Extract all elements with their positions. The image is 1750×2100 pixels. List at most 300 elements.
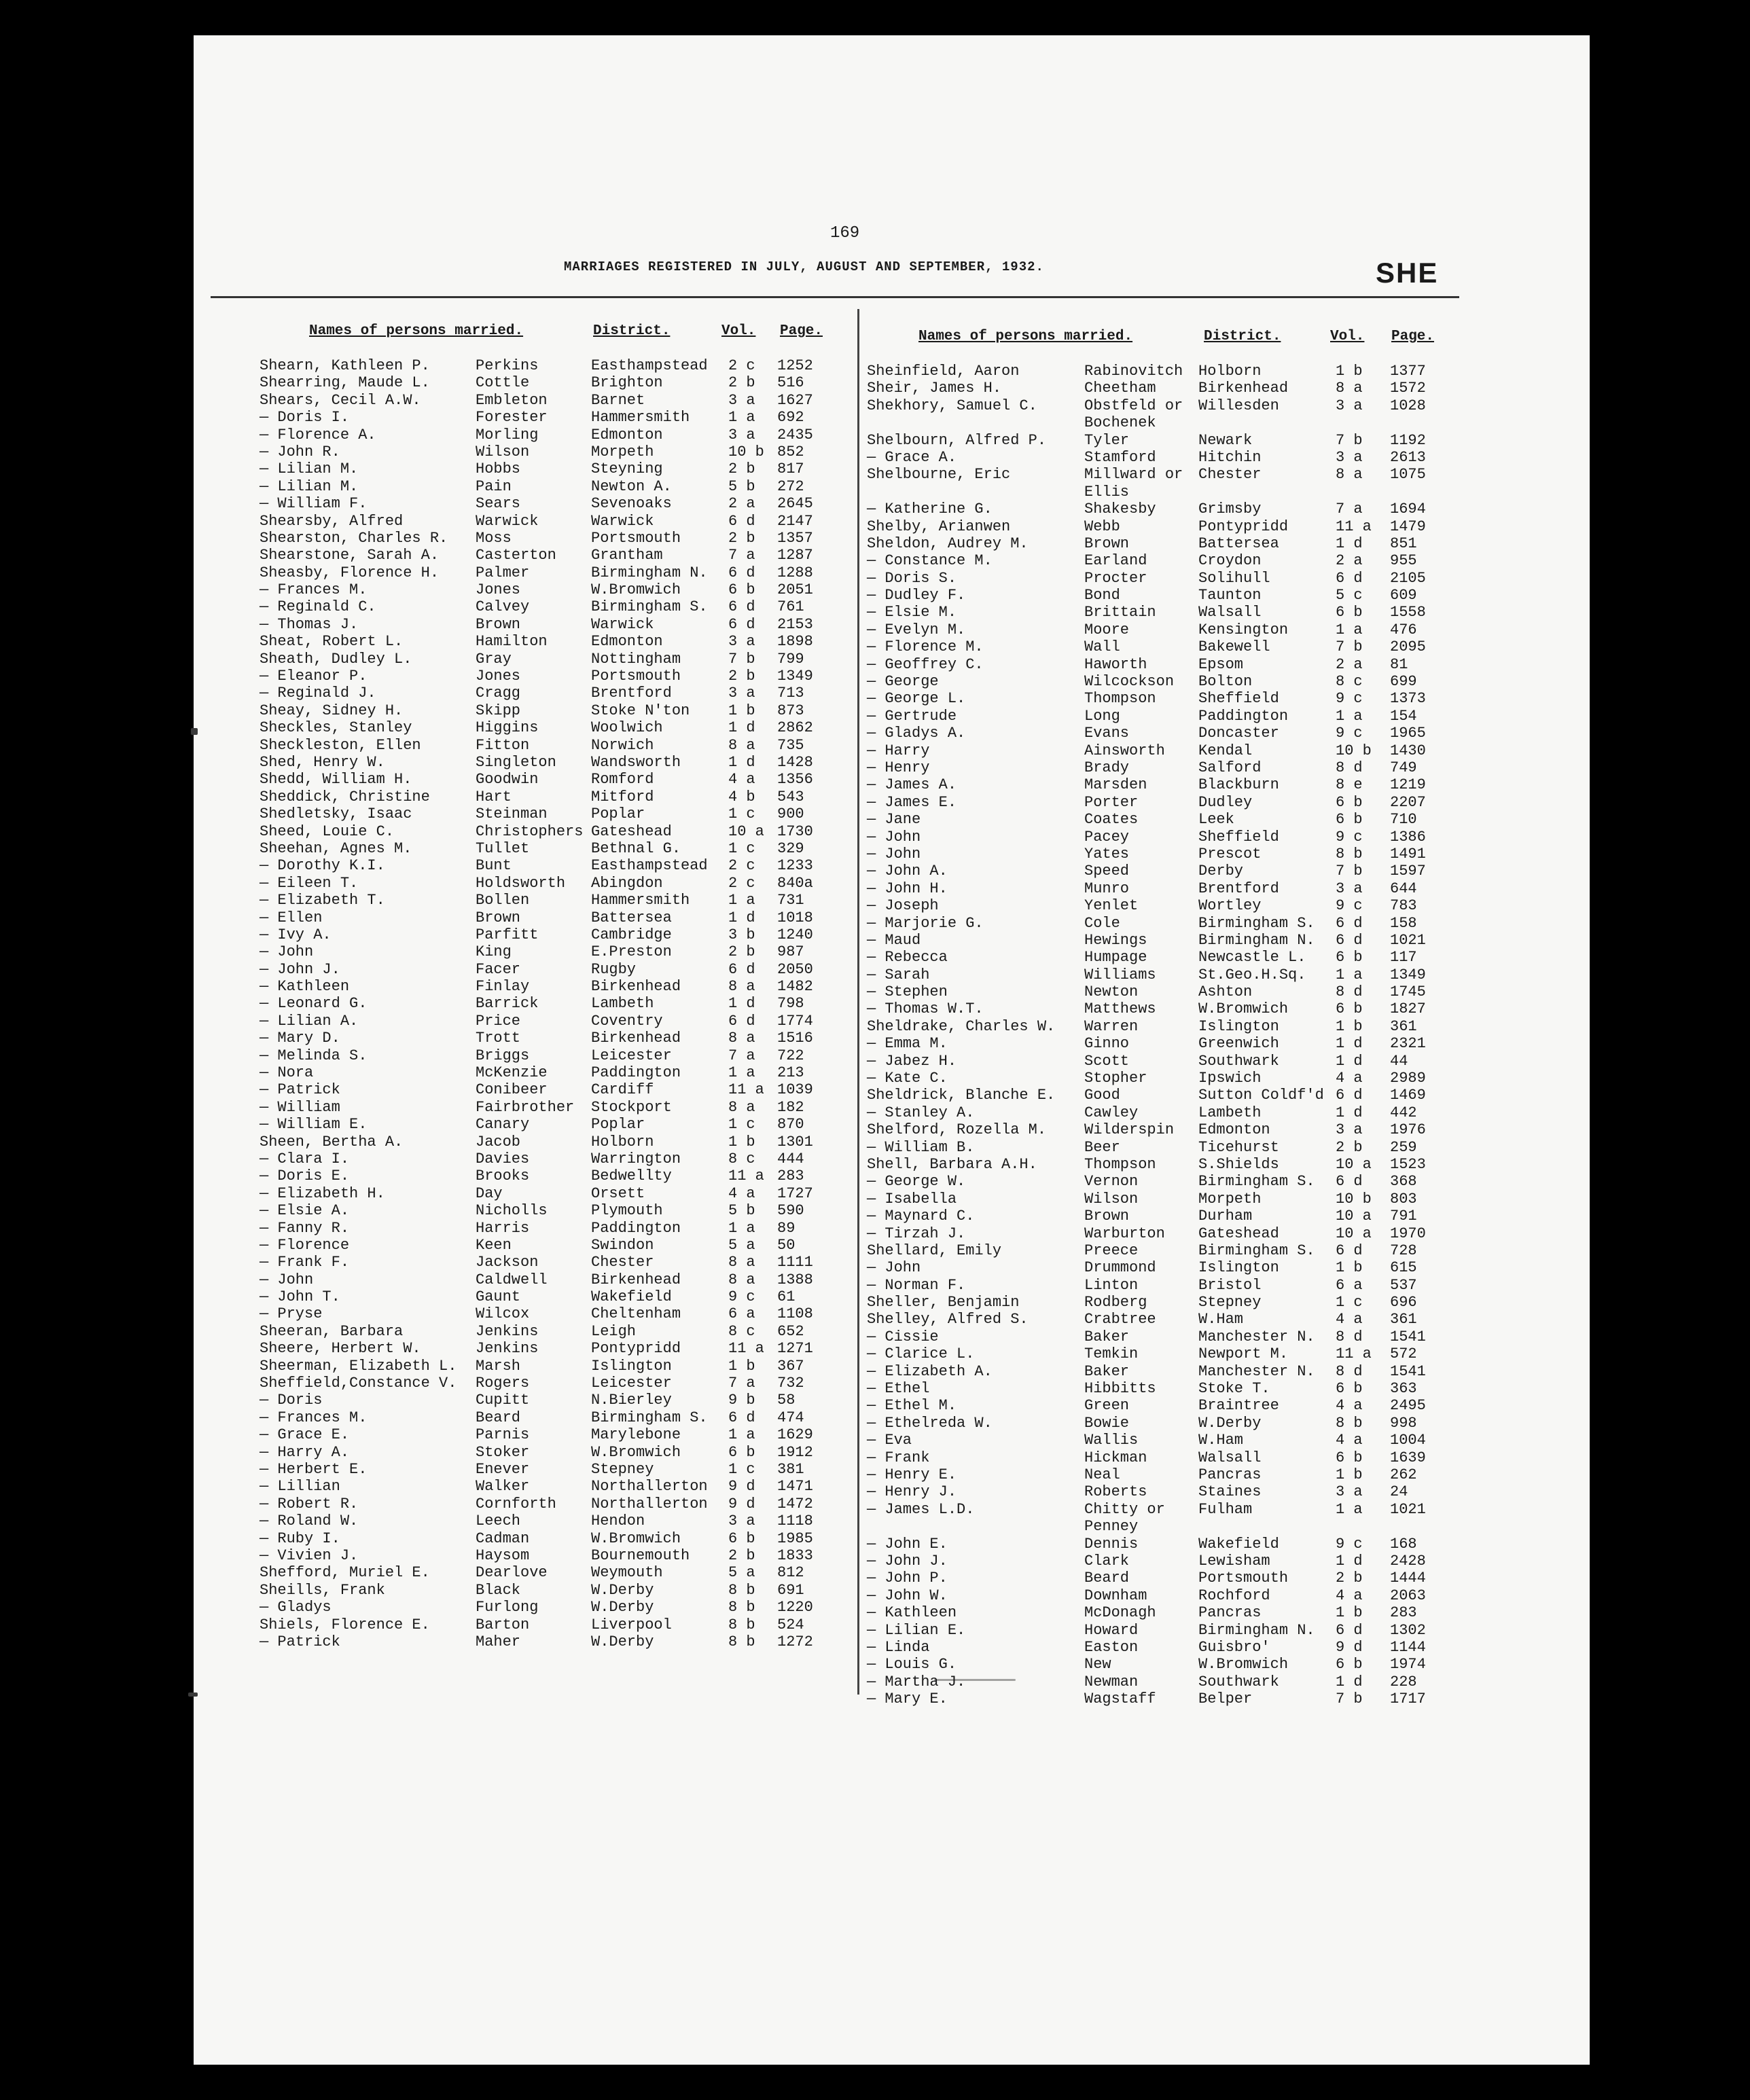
entry-spouse: Stopher — [1084, 1070, 1147, 1087]
entry-vol: 1 a — [728, 1064, 755, 1082]
entry-page: 516 — [777, 374, 804, 392]
table-row — [867, 518, 1465, 535]
entry-page: 1357 — [777, 529, 813, 547]
entry-district: Swindon — [591, 1236, 654, 1254]
entry-name: — James A. — [867, 776, 957, 794]
entry-vol: 8 a — [1336, 466, 1363, 484]
entry-spouse: Hewings — [1084, 931, 1147, 949]
entry-vol: 8 d — [1336, 983, 1363, 1001]
entry-spouse: Sears — [476, 495, 521, 513]
entry-page: 644 — [1390, 880, 1417, 897]
entry-spouse: Newman — [1084, 1673, 1139, 1690]
entry-spouse: Preece — [1084, 1242, 1139, 1259]
table-row — [867, 1208, 1465, 1225]
entry-spouse: Higgins — [476, 719, 539, 737]
entry-spouse: Porter — [1084, 793, 1139, 811]
entry-page: 2063 — [1390, 1587, 1426, 1604]
entry-district: N.Bierley — [591, 1392, 672, 1409]
table-row — [867, 449, 1465, 466]
entry-spouse: Maher — [476, 1633, 521, 1650]
entry-vol: 2 a — [728, 495, 755, 513]
entry-spouse: Enever — [476, 1461, 530, 1478]
entry-district: Edmonton — [591, 633, 663, 651]
entry-name: — Grace A. — [867, 448, 957, 466]
entry-name: Sheffield,Constance V. — [260, 1375, 457, 1392]
table-row — [867, 1345, 1465, 1362]
entry-district: Easthampstead — [591, 857, 708, 875]
entry-district: St.Geo.H.Sq. — [1198, 966, 1306, 983]
entry-district: Gateshead — [1198, 1225, 1279, 1242]
entry-page: 1469 — [1390, 1087, 1426, 1104]
entry-spouse: Long — [1084, 707, 1120, 725]
table-row — [260, 443, 827, 460]
entry-spouse: Keen — [476, 1236, 512, 1254]
entry-spouse: Leech — [476, 1513, 521, 1530]
entry-page: 1976 — [1390, 1121, 1426, 1139]
entry-vol: 1 d — [1336, 535, 1363, 552]
entry-spouse: Jacob — [476, 1133, 521, 1151]
entry-spouse: Calvey — [476, 598, 530, 616]
entry-district: Manchester N. — [1198, 1328, 1315, 1345]
entry-name: Sheere, Herbert W. — [260, 1340, 421, 1358]
table-row — [260, 789, 827, 805]
entry-district: Southwark — [1198, 1052, 1279, 1070]
entry-spouse: Parfitt — [476, 926, 539, 943]
entry-vol: 7 b — [1336, 1690, 1363, 1708]
entry-name: — Roland W. — [260, 1513, 359, 1530]
entry-vol: 1 d — [728, 909, 755, 926]
entry-vol: 8 d — [1336, 759, 1363, 776]
entry-vol: 2 a — [1336, 655, 1363, 673]
entry-page: 1974 — [1390, 1656, 1426, 1673]
entry-spouse: Palmer — [476, 564, 530, 581]
entry-page: 381 — [777, 1461, 804, 1478]
entry-page: 2050 — [777, 960, 813, 978]
entry-vol: 7 a — [1336, 501, 1363, 518]
entry-name: — Martha J. — [867, 1673, 966, 1690]
entry-district: Brentford — [1198, 880, 1279, 897]
entry-name: Shelley, Alfred S. — [867, 1311, 1029, 1328]
entry-spouse: Jenkins — [476, 1340, 539, 1358]
entry-district: W.Bromwich — [591, 1443, 681, 1461]
entry-vol: 11 a — [1336, 1345, 1372, 1363]
entry-district: Ipswich — [1198, 1070, 1262, 1087]
entry-page: 1377 — [1390, 363, 1426, 380]
table-row — [867, 397, 1465, 414]
entry-spouse: Jones — [476, 668, 521, 685]
entry-vol: 8 b — [1336, 1414, 1363, 1432]
entry-vol: 6 d — [1336, 569, 1363, 587]
entry-district: Rochford — [1198, 1587, 1270, 1604]
table-row — [867, 1294, 1465, 1311]
table-row — [867, 1173, 1465, 1190]
entry-district: Belper — [1198, 1690, 1253, 1708]
entry-vol: 1 b — [1336, 1259, 1363, 1277]
table-row — [260, 1202, 827, 1219]
table-row — [867, 1121, 1465, 1138]
entry-spouse: King — [476, 943, 512, 961]
entry-district: Bethnal G. — [591, 839, 681, 857]
entry-vol: 6 b — [1336, 793, 1363, 811]
entry-vol: 1 a — [1336, 707, 1363, 725]
entry-spouse: Trott — [476, 1030, 521, 1047]
entry-spouse: Linton — [1084, 1276, 1139, 1294]
entry-vol: 11 a — [1336, 518, 1372, 535]
entry-spouse: Howard — [1084, 1621, 1139, 1639]
entry-vol: 9 d — [728, 1478, 755, 1496]
entry-vol: 6 a — [1336, 1276, 1363, 1294]
entry-district: S.Shields — [1198, 1155, 1279, 1173]
left-entries — [260, 357, 827, 1650]
entry-name: — Florence M. — [867, 638, 984, 656]
entry-page: 262 — [1390, 1466, 1417, 1483]
table-row — [260, 616, 827, 633]
entry-name: — Norman F. — [867, 1276, 966, 1294]
table-row — [260, 374, 827, 391]
entry-name: — Lilian E. — [867, 1621, 966, 1639]
table-row — [867, 673, 1465, 690]
entry-district: Brighton — [591, 374, 663, 392]
table-row — [867, 708, 1465, 725]
table-row — [867, 432, 1465, 449]
right-entries — [867, 363, 1465, 1707]
entry-vol: 1 a — [1336, 966, 1363, 983]
entry-spouse: Rodberg — [1084, 1294, 1147, 1311]
table-row — [260, 598, 827, 615]
table-row — [867, 1690, 1465, 1707]
table-row — [260, 1288, 827, 1305]
entry-spouse: Stoker — [476, 1443, 530, 1461]
entry-page: 61 — [777, 1288, 796, 1306]
entry-district: Hendon — [591, 1513, 645, 1530]
entry-vol: 10 a — [1336, 1225, 1372, 1242]
entry-spouse: Cottle — [476, 374, 530, 392]
entry-page: 329 — [777, 839, 804, 857]
entry-vol: 6 b — [1336, 949, 1363, 966]
entry-vol: 7 a — [728, 547, 755, 564]
header-rule — [211, 296, 1459, 298]
entry-spouse: Brown — [476, 909, 521, 926]
entry-district: W.Derby — [591, 1599, 654, 1616]
entry-name: — John W. — [867, 1587, 948, 1604]
entry-page: 1558 — [1390, 604, 1426, 621]
entry-vol: 1 b — [1336, 1604, 1363, 1622]
table-row — [260, 1599, 827, 1616]
entry-district: W.Bromwich — [1198, 1656, 1289, 1673]
table-row — [867, 414, 1465, 431]
entry-vol: 5 a — [728, 1564, 755, 1582]
entry-spouse: Evans — [1084, 725, 1130, 742]
entry-vol: 6 d — [728, 1012, 755, 1030]
table-row — [867, 535, 1465, 552]
entry-district: Prescot — [1198, 845, 1262, 863]
table-row — [867, 1242, 1465, 1259]
entry-vol: 2 c — [728, 857, 755, 875]
entry-page: 259 — [1390, 1138, 1417, 1156]
table-row — [260, 478, 827, 495]
entry-vol: 1 d — [1336, 1104, 1363, 1121]
entry-page: 1271 — [777, 1340, 813, 1358]
entry-vol: 6 d — [728, 598, 755, 616]
entry-name: — Doris I. — [260, 409, 350, 427]
entry-vol: 1 c — [728, 1116, 755, 1134]
entry-page: 1898 — [777, 633, 813, 651]
entry-spouse: Stamford — [1084, 448, 1156, 466]
table-row — [867, 759, 1465, 776]
entry-name: Sheldon, Audrey M. — [867, 535, 1029, 552]
entry-district: W.Derby — [591, 1581, 654, 1599]
entry-spouse: Beard — [1084, 1570, 1130, 1587]
entry-spouse: Beard — [476, 1409, 521, 1426]
entry-name: — Gladys — [260, 1599, 332, 1616]
entry-district: Stoke T. — [1198, 1380, 1270, 1398]
entry-vol: 2 b — [728, 1546, 755, 1564]
entry-name: Sheasby, Florence H. — [260, 564, 440, 581]
entry-district: Grimsby — [1198, 501, 1262, 518]
entry-name: — Dorothy K.I. — [260, 857, 385, 875]
index-code: SHE — [1376, 257, 1439, 289]
entry-page: 1004 — [1390, 1432, 1426, 1449]
table-row — [260, 1409, 827, 1426]
entry-name: — George L. — [867, 690, 966, 708]
entry-vol: 8 a — [728, 736, 755, 754]
table-row — [260, 1547, 827, 1564]
entry-vol: 5 a — [728, 1236, 755, 1254]
entry-name: Sheeran, Barbara — [260, 1322, 404, 1340]
entry-spouse: Wilcockson — [1084, 673, 1175, 691]
entry-name: Sheldrake, Charles W. — [867, 1017, 1056, 1035]
table-row — [260, 1081, 827, 1098]
table-row — [867, 690, 1465, 707]
entry-page: 817 — [777, 460, 804, 478]
entry-district: Abingdon — [591, 874, 663, 892]
entry-spouse: Marsh — [476, 1357, 521, 1375]
entry-spouse: Davies — [476, 1150, 530, 1167]
entry-name: — Kate C. — [867, 1070, 948, 1087]
entry-spouse: Temkin — [1084, 1345, 1139, 1363]
entry-vol: 7 a — [728, 1375, 755, 1392]
entry-district: Norwich — [591, 736, 654, 754]
entry-district: Wortley — [1198, 897, 1262, 915]
table-row — [260, 1305, 827, 1322]
entry-page: 1629 — [777, 1426, 813, 1444]
entry-vol: 8 d — [1336, 1328, 1363, 1345]
entry-district: Birmingham S. — [1198, 1173, 1315, 1191]
entry-district: Stoke N'ton — [591, 702, 690, 719]
entry-district: Northallerton — [591, 1495, 708, 1513]
entry-page: 2051 — [777, 581, 813, 599]
entry-vol: 6 b — [1336, 1000, 1363, 1018]
entry-vol: 3 a — [728, 1513, 755, 1530]
entry-district: Barnet — [591, 391, 645, 409]
entry-name: — Ruby I. — [260, 1529, 340, 1547]
entry-district: Easthampstead — [591, 357, 708, 374]
entry-spouse: Brown — [1084, 1208, 1130, 1225]
entry-spouse: Gaunt — [476, 1288, 521, 1306]
entry-name: — Lilian A. — [260, 1012, 359, 1030]
entry-spouse: Yates — [1084, 845, 1130, 863]
entry-name: — Lilian M. — [260, 460, 359, 478]
entry-district: Newport M. — [1198, 1345, 1289, 1363]
entry-spouse: Easton — [1084, 1638, 1139, 1656]
entry-name: Sheller, Benjamin — [867, 1294, 1020, 1311]
table-row — [867, 1656, 1465, 1673]
entry-district: Solihull — [1198, 569, 1270, 587]
entry-district: Bakewell — [1198, 638, 1270, 656]
entry-page: 1639 — [1390, 1449, 1426, 1466]
entry-vol: 4 a — [1336, 1070, 1363, 1087]
entry-vol: 11 a — [728, 1340, 764, 1358]
table-row — [260, 1513, 827, 1529]
column-divider — [857, 309, 859, 1695]
entry-spouse: Hart — [476, 788, 512, 805]
entry-vol: 9 c — [1336, 725, 1363, 742]
table-row — [867, 1225, 1465, 1242]
table-row — [260, 1151, 827, 1167]
table-row — [867, 466, 1465, 483]
entry-vol: 8 b — [1336, 845, 1363, 863]
entry-page: 2321 — [1390, 1035, 1426, 1053]
entry-page: 1717 — [1390, 1690, 1426, 1708]
entry-page: 2153 — [777, 615, 813, 633]
entry-page: 1912 — [777, 1443, 813, 1461]
entry-district: Willesden — [1198, 397, 1279, 414]
entry-page: 798 — [777, 995, 804, 1013]
entry-vol: 8 b — [728, 1581, 755, 1599]
entry-name: — Jane — [867, 811, 921, 829]
entry-name: — Doris — [260, 1392, 323, 1409]
entry-district: Walsall — [1198, 604, 1262, 621]
entry-vol: 4 a — [728, 1184, 755, 1202]
entry-name: — Louis G. — [867, 1656, 957, 1673]
entry-page: 1021 — [1390, 931, 1426, 949]
entry-district: Sheffield — [1198, 828, 1279, 846]
entry-vol: 2 b — [728, 460, 755, 478]
entry-page: 1827 — [1390, 1000, 1426, 1018]
entry-spouse: Cupitt — [476, 1392, 530, 1409]
entry-district: Bournemouth — [591, 1546, 690, 1564]
entry-page: 851 — [1390, 535, 1417, 552]
entry-district: Portsmouth — [1198, 1570, 1289, 1587]
table-row — [867, 932, 1465, 949]
table-row — [260, 857, 827, 874]
entry-spouse: Drummond — [1084, 1259, 1156, 1277]
entry-spouse: Nicholls — [476, 1202, 548, 1220]
entry-spouse: Chitty or — [1084, 1500, 1165, 1518]
entry-page: 1541 — [1390, 1362, 1426, 1380]
table-row — [260, 668, 827, 685]
entry-name: — John H. — [867, 880, 948, 897]
entry-page: 955 — [1390, 552, 1417, 570]
entry-spouse: Rogers — [476, 1375, 530, 1392]
table-row — [260, 1340, 827, 1357]
entry-name: — James E. — [867, 793, 957, 811]
table-row — [867, 1415, 1465, 1432]
entry-spouse: Brown — [1084, 535, 1130, 552]
entry-vol: 6 b — [1336, 811, 1363, 829]
entry-spouse: Brittain — [1084, 604, 1156, 621]
entry-page: 732 — [777, 1375, 804, 1392]
entry-page: 722 — [777, 1047, 804, 1064]
table-row — [260, 633, 827, 650]
table-row — [260, 1013, 827, 1030]
table-row — [867, 552, 1465, 569]
entry-page: 1349 — [1390, 966, 1426, 983]
entry-name: — Doris S. — [867, 569, 957, 587]
entry-spouse: Scott — [1084, 1052, 1130, 1070]
entry-spouse: Brady — [1084, 759, 1130, 776]
table-row — [867, 656, 1465, 673]
table-row — [260, 1616, 827, 1633]
entry-spouse: Jenkins — [476, 1322, 539, 1340]
entry-vol: 1 d — [1336, 1552, 1363, 1570]
entry-spouse: Good — [1084, 1087, 1120, 1104]
entry-name: — Elsie M. — [867, 604, 957, 621]
entry-vol: 6 b — [1336, 1449, 1363, 1466]
entry-vol: 7 b — [728, 650, 755, 668]
table-row — [260, 943, 827, 960]
entry-vol: 3 a — [1336, 880, 1363, 897]
table-row — [260, 1167, 827, 1184]
entry-spouse: Skipp — [476, 702, 521, 719]
entry-district: Portsmouth — [591, 668, 681, 685]
table-row — [867, 1553, 1465, 1570]
entry-spouse: Beer — [1084, 1138, 1120, 1156]
entry-page: 691 — [777, 1581, 804, 1599]
entry-vol: 10 a — [1336, 1155, 1372, 1173]
entry-page: 1075 — [1390, 466, 1426, 484]
entry-vol: 1 c — [728, 1461, 755, 1478]
entry-name: Sheckleston, Ellen — [260, 736, 421, 754]
entry-spouse: Bunt — [476, 857, 512, 875]
table-row — [867, 1363, 1465, 1380]
entry-name: — John — [260, 1271, 314, 1288]
entry-spouse: Facer — [476, 960, 521, 978]
entry-district: Birmingham N. — [1198, 931, 1315, 949]
entry-district: Derby — [1198, 863, 1244, 880]
entry-district: E.Preston — [591, 943, 672, 961]
entry-page: 710 — [1390, 811, 1417, 829]
entry-spouse: Rabinovitch — [1084, 363, 1183, 380]
entry-district: Birmingham S. — [1198, 1242, 1315, 1259]
table-row — [867, 1639, 1465, 1656]
entry-district: Edmonton — [1198, 1121, 1270, 1139]
entry-name: Shearston, Charles R. — [260, 529, 448, 547]
entry-name: Sheddick, Christine — [260, 788, 430, 805]
table-row — [867, 484, 1465, 501]
entry-page: 81 — [1390, 655, 1408, 673]
table-row — [867, 725, 1465, 742]
entry-vol: 6 b — [728, 581, 755, 599]
entry-district: Birkenhead — [591, 978, 681, 996]
table-row — [260, 1134, 827, 1151]
entry-name: Sheehan, Agnes M. — [260, 839, 412, 857]
table-row — [867, 1570, 1465, 1587]
entry-district: Pontypridd — [1198, 518, 1289, 535]
entry-district: Battersea — [1198, 535, 1279, 552]
entry-name: — Thomas W.T. — [867, 1000, 984, 1018]
entry-page: 2645 — [777, 495, 813, 513]
entry-page: 2428 — [1390, 1552, 1426, 1570]
entry-spouse: Harris — [476, 1219, 530, 1237]
entry-name: — Harry — [867, 742, 930, 759]
entry-name: Shed, Henry W. — [260, 753, 385, 771]
entry-page: 852 — [777, 443, 804, 460]
table-row — [867, 1277, 1465, 1294]
entry-name: Sheir, James H. — [867, 380, 1002, 397]
entry-name: — Fanny R. — [260, 1219, 350, 1237]
entry-name: Shearstone, Sarah A. — [260, 547, 440, 564]
